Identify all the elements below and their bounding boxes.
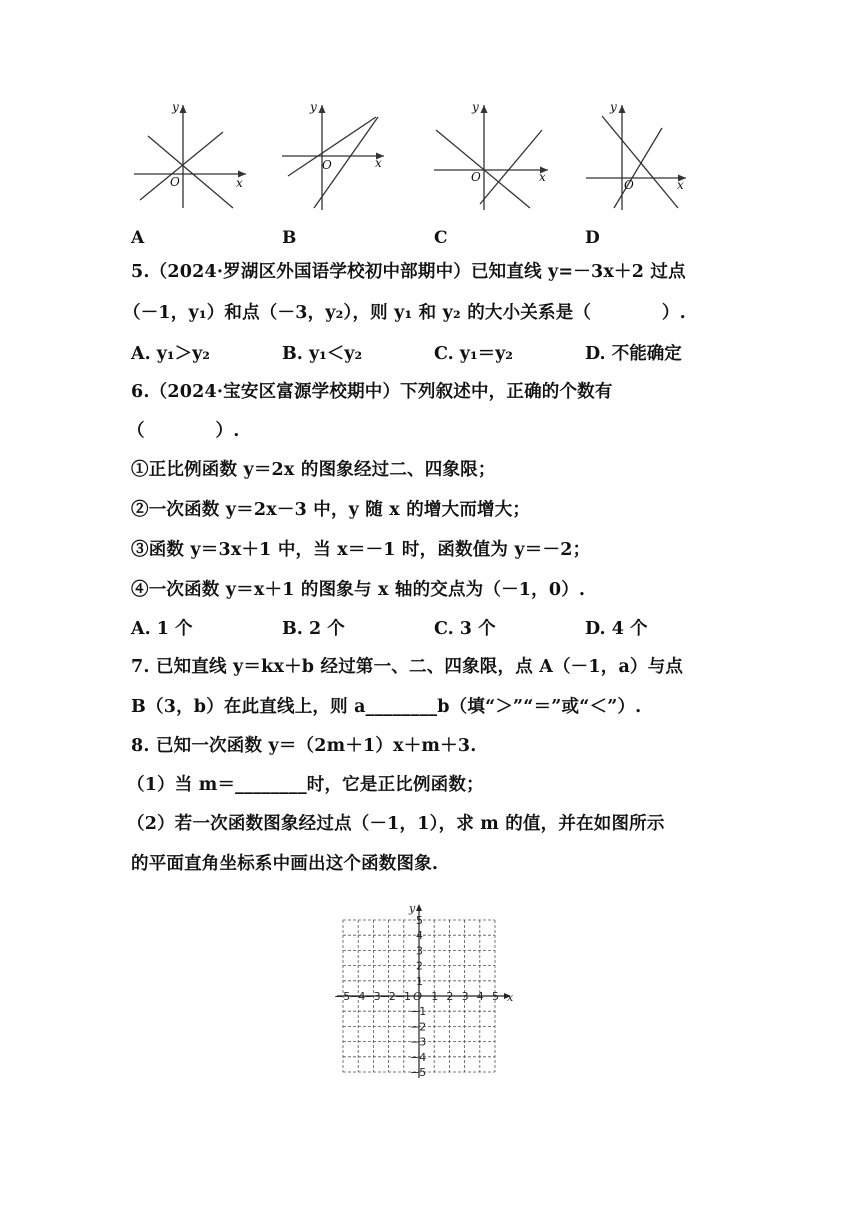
graph-option-a <box>128 100 288 215</box>
grid-x-tick-label: 2 <box>446 990 454 1003</box>
q5-option-d: D. 不能确定 <box>585 344 682 364</box>
graph-b-x-label: x <box>375 156 382 170</box>
q7-line1: 7. 已知直线 y＝kx＋b 经过第一、二、四象限，点 A（－1，a）与点 <box>131 657 684 677</box>
graph-b-y-label: y <box>310 100 317 114</box>
grid-origin-label: O <box>413 990 423 1003</box>
grid-x-tick-label: 5 <box>492 990 499 1003</box>
graph-d-x-label: x <box>677 178 684 192</box>
q8-part2-line2: 的平面直角坐标系中画出这个函数图象. <box>131 854 439 874</box>
q8-part2-line1: （2）若一次函数图象经过点（－1，1），求 m 的值，并在如图所示 <box>127 814 665 834</box>
graph-option-c <box>430 100 590 215</box>
graph-c-origin: O <box>471 170 481 184</box>
option-letter-d: D <box>585 228 600 248</box>
graph-d-y-label: y <box>610 100 617 114</box>
q5-line2: （－1，y₁）和点（－3，y₂），则 y₁ 和 y₂ 的大小关系是（ ）. <box>123 303 686 323</box>
grid-x-tick-label: 4 <box>476 990 484 1003</box>
q5-option-a: A. y₁＞y₂ <box>131 344 210 364</box>
q6-item-3: ③函数 y＝3x＋1 中，当 x＝－1 时，函数值为 y＝－2； <box>131 540 591 560</box>
q8-line1: 8. 已知一次函数 y＝（2m＋1）x＋m＋3. <box>131 736 477 756</box>
grid-y-tick-label: 2 <box>416 959 423 973</box>
grid-x-tick-label: −3 <box>364 990 381 1003</box>
q6-item-4: ④一次函数 y＝x＋1 的图象与 x 轴的交点为（－1，0）. <box>131 580 586 600</box>
grid-x-tick-label: −1 <box>394 990 412 1003</box>
grid-y-tick-label: −3 <box>410 1035 427 1049</box>
q6-option-d: D. 4 个 <box>585 619 648 639</box>
y-axis-arrow <box>416 904 422 911</box>
q5-options <box>131 340 731 364</box>
grid-x-tick-label: −4 <box>349 990 366 1003</box>
grid-x-axis-label: x <box>507 991 514 1004</box>
graph-b-origin: O <box>322 158 332 172</box>
graph-c-y-label: y <box>472 100 479 114</box>
graph-c-x-label: x <box>539 170 546 184</box>
graph-options-row <box>0 100 860 250</box>
q5-line1: 5.（2024·罗湖区外国语学校初中部期中）已知直线 y=－3x＋2 过点 <box>131 262 686 282</box>
coordinate-grid-svg <box>334 885 526 1079</box>
graph-option-b <box>278 100 438 215</box>
q6-option-b: B. 2 个 <box>282 619 345 639</box>
grid-x-tick-label: 1 <box>431 990 439 1003</box>
q6-item-1: ①正比例函数 y＝2x 的图象经过二、四象限； <box>131 460 496 480</box>
graph-a-svg <box>128 100 288 215</box>
q6-line1: 6.（2024·宝安区富源学校期中）下列叙述中，正确的个数有 <box>131 382 613 402</box>
grid-x-tick-label: 3 <box>461 990 469 1003</box>
option-letter-a: A <box>131 228 145 248</box>
q8-part1: （1）当 m＝________时，它是正比例函数； <box>127 775 484 795</box>
q6-options <box>131 615 731 639</box>
graph-d-svg <box>584 100 744 215</box>
q6-item-2: ②一次函数 y＝2x－3 中，y 随 x 的增大而增大； <box>131 500 531 520</box>
graph-b-svg <box>278 100 438 215</box>
q6-option-a: A. 1 个 <box>131 619 193 639</box>
graph-a-y-label: y <box>172 100 179 114</box>
q5-option-c: C. y₁＝y₂ <box>434 344 513 364</box>
graph-option-d <box>584 100 744 215</box>
q5-option-b: B. y₁＜y₂ <box>282 344 363 364</box>
graph-a-origin: O <box>170 175 180 189</box>
graph-a-x-label: x <box>236 176 243 190</box>
coordinate-grid-figure <box>334 885 526 1079</box>
option-letter-b: B <box>282 228 297 248</box>
grid-x-tick-label: −5 <box>334 990 351 1003</box>
graph-d-origin: O <box>624 178 634 192</box>
grid-x-tick-label: −2 <box>379 990 396 1003</box>
q6-line2: （ ）. <box>127 421 240 441</box>
q7-line2: B（3，b）在此直线上，则 a________b（填“＞”“＝”或“＜”）. <box>131 697 642 717</box>
grid-y-tick-label: 3 <box>416 944 423 958</box>
grid-y-tick-label: 5 <box>416 914 423 927</box>
graph-c-svg <box>430 100 590 215</box>
grid-y-tick-label: 4 <box>416 929 423 943</box>
grid-y-axis-label: y <box>409 902 416 915</box>
q6-option-c: C. 3 个 <box>434 619 496 639</box>
grid-y-tick-label: 1 <box>416 974 423 988</box>
grid-y-tick-label: −2 <box>410 1020 427 1034</box>
grid-y-tick-label: −4 <box>410 1050 427 1064</box>
option-letter-c: C <box>434 228 448 248</box>
grid-y-tick-label: −1 <box>410 1005 427 1019</box>
grid-y-tick-label: −5 <box>410 1066 427 1079</box>
